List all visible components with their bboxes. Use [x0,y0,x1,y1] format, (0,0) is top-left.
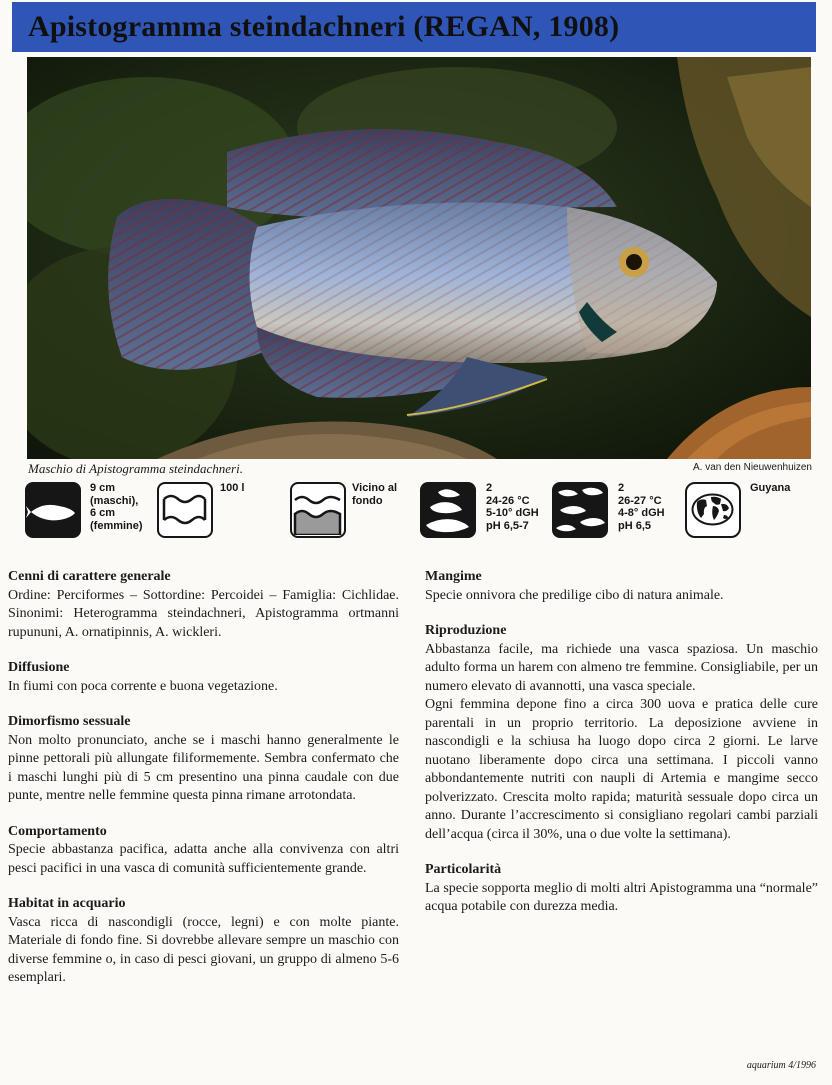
care-icons-row [0,478,832,560]
school-fish-icon-1 [420,482,476,538]
right-column [425,568,818,917]
section-body-reproduction-1: Abbastanza facile, ma richiede una vasca spaziosa. Un maschio adulto forma un harem con almeno tre femmine. Consigliabile, per un numero elevato di avannotti, una vasca speciale. [425,641,818,694]
section-heading-reproduction: Riproduzione [425,623,507,638]
origin-text: Guyana [750,482,791,494]
section-body-distribution: In fiumi con poca corrente e buona vegetazione. [8,678,278,694]
school-fish-icon-2 [552,482,608,538]
section-body-behavior: Specie abbastanza pacifica, adatta anche alla convivenza con altri pesci pacifici in una vasca di comunità sufficientemente grande. [8,842,399,876]
photo-caption: Maschio di Apistogramma steindachneri. [28,461,243,476]
school-fish-text-1: 2 24-26 °C 5-10° dGH pH 6,5-7 [486,482,539,532]
tank-volume-text: 100 l [220,482,245,494]
fish-size-icon [25,482,81,538]
section-heading-dimorphism: Dimorfismo sessuale [8,714,131,729]
section-heading-distribution: Diffusione [8,660,70,675]
section-body-habitat: Vasca ricca di nascondigli (rocce, legni) e con molte piante. Materiale di fondo fine. Si dovrebbe allevare sempre un maschio con diverse femmine o, in caso di pesci giovani, un gruppo di almeno 5-6 esemplari. [8,914,399,985]
section-heading-behavior: Comportamento [8,823,107,839]
fish-photo [27,57,811,459]
photo-credit: A. van den Nieuwenhuizen [693,462,812,473]
section-body-feeding: Specie onnivora che predilige cibo di natura animale. [425,587,724,603]
page-title: Apistogramma steindachneri (REGAN, 1908) [28,10,620,43]
bottom-level-icon [290,482,346,538]
section-body-notes: La specie sopporta meglio di molti altri Apistogramma una “normale” acqua potabile con durezza media. [425,880,818,914]
title-banner [12,2,816,52]
fish-size-text: 9 cm (maschi), 6 cm (femmine) [90,482,143,532]
bottom-level-text: Vicino al fondo [352,482,398,507]
school-fish-text-2: 2 26-27 °C 4-8° dGH pH 6,5 [618,482,665,532]
tank-volume-icon [157,482,213,538]
section-body-dimorphism: Non molto pronunciato, anche se i maschi hanno generalmente le pinne pettorali più allungate filiformemente. Sembra confermato che i maschi lunghi più di 5 cm presentino una pinna caudale con due punte, mentre nelle femmine questa pinna rimane arrotondata. [8,732,399,803]
section-body-general: Ordine: Perciformes – Sottordine: Percoidei – Famiglia: Cichlidae. Sinonimi: Heterogramma steindachneri, Apistogramma ortmanni rupununi, A. ornatipinnis, A. wickleri. [8,587,399,640]
magazine-footer: aquarium 4/1996 [746,1060,816,1071]
fish-illustration [27,57,811,459]
section-heading-feeding: Mangime [425,569,482,584]
section-heading-habitat: Habitat in acquario [8,896,126,911]
left-column [8,568,399,988]
section-heading-notes: Particolarità [425,862,502,877]
section-body-reproduction-2: Ogni femmina depone fino a circa 300 uova e pratica delle cure parentali in un proprio territorio. La deposizione avviene in nascondigli e la schiusa ha luogo dopo circa 2 giorni. Le larve nuotano liberamente dopo circa una settimana. I piccoli vanno abbondantemente nutriti con naupli di Artemia e mangime secco polverizzato. Crescita molto rapida; maturità sessuale dopo circa un anno. Durante l’accrescimento si consigliano regolari cambi parziali dell’acqua (circa il 30%, una o due volte la settimana). [425,697,818,842]
world-map-icon [685,482,741,538]
section-heading-general: Cenni di carattere generale [8,569,171,584]
